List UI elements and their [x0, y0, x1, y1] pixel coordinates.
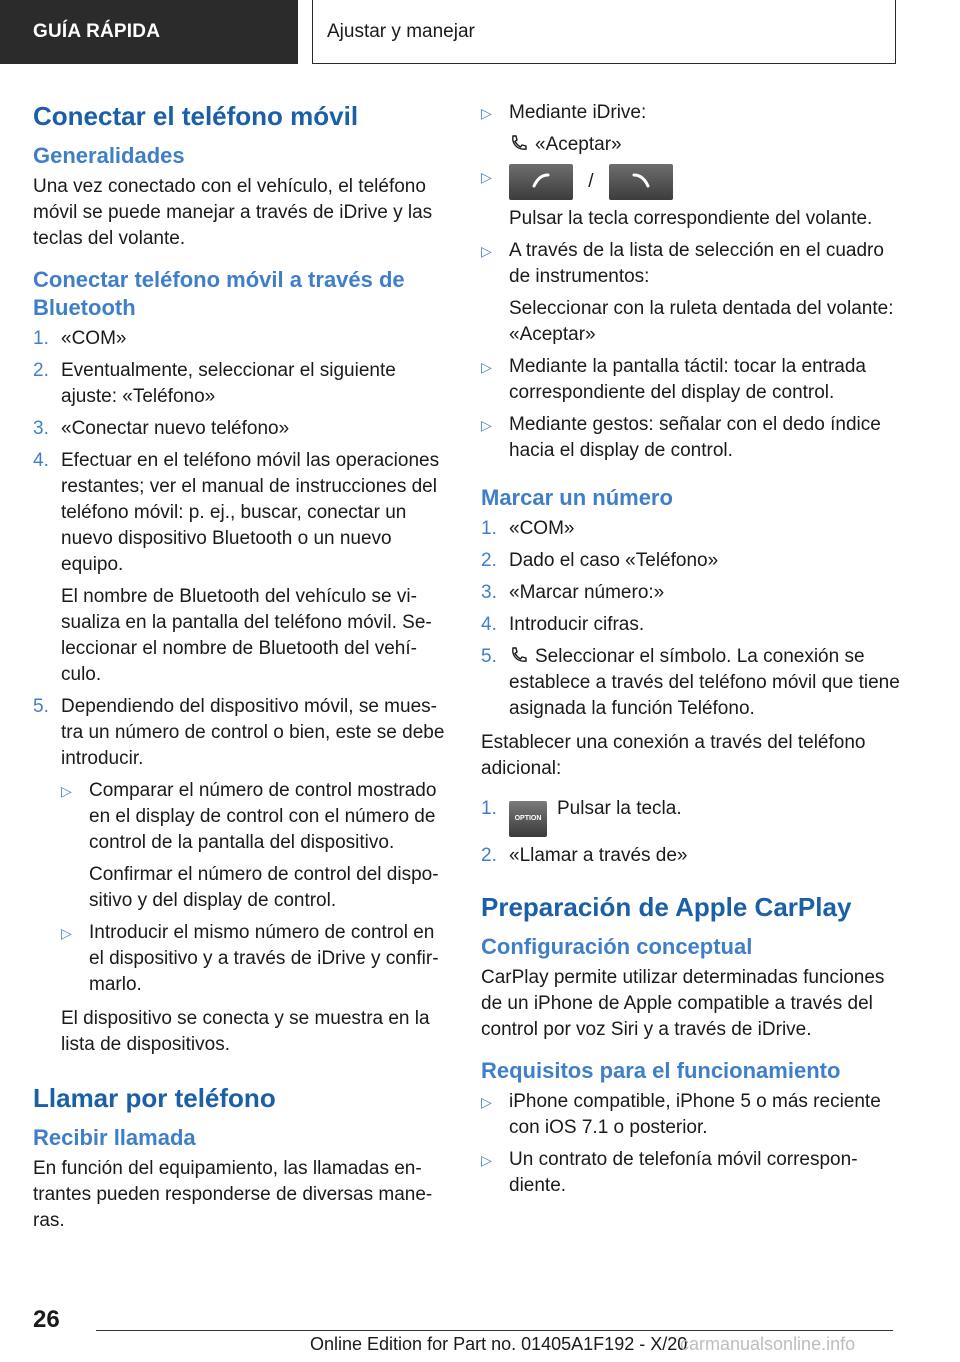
step-text: Eventualmente, seleccionar el siguiente ajuste: «Teléfono»: [61, 360, 396, 407]
triangle-bullet-icon: ▷: [481, 417, 492, 433]
bullet-text: Un contrato de telefonía móvil correspondiente.: [509, 1149, 858, 1196]
triangle-bullet-icon: ▷: [481, 359, 492, 375]
bullet-text: iPhone compatible, iPhone 5 o más reciente con iOS 7.1 o posterior.: [509, 1091, 881, 1138]
bullet-note: Pulsar la tecla correspondiente del volante.: [509, 208, 873, 229]
step-number: 4.: [33, 450, 49, 471]
chapter-tab: Ajustar y manejar: [312, 0, 896, 64]
triangle-bullet-icon: ▷: [61, 925, 72, 941]
list-item: [33, 694, 449, 1058]
accept-label: «Aceptar»: [535, 134, 622, 155]
heading-carplay: Preparación de Apple CarPlay: [481, 892, 852, 922]
page-header: [0, 0, 960, 66]
bullet-text: Comparar el número de control mostrado en el display de control con el número de control de la pantalla del dispositivo.: [89, 780, 437, 853]
list-item: [481, 548, 901, 574]
step-note: El nombre de Bluetooth del vehículo se visualiza en la pantalla del teléfono móvil. Seleccionar el nombre de Bluetooth del vehículo.: [61, 586, 432, 685]
step-text: Dependiendo del dispositivo móvil, se muestra un número de control o bien, este se debe introducir.: [61, 696, 445, 769]
footer-divider: [96, 1330, 893, 1331]
section-tab: GUÍA RÁPIDA: [0, 0, 298, 64]
list-item: [481, 412, 901, 464]
step-text: Dado el caso «Teléfono»: [509, 550, 719, 571]
step-text: «Conectar nuevo teléfono»: [61, 418, 290, 439]
list-item: [481, 612, 901, 638]
step-number: 2.: [481, 845, 497, 866]
heading-connect-phone: Conectar el teléfono móvil: [33, 101, 359, 131]
heading-concept: Configuración conceptual: [481, 934, 753, 959]
triangle-bullet-icon: ▷: [481, 105, 492, 121]
step-number: 4.: [481, 614, 497, 635]
list-item: [481, 580, 901, 606]
step-number: 1.: [33, 328, 49, 349]
heading-call: Llamar por teléfono: [33, 1083, 276, 1113]
right-column: [481, 100, 901, 1207]
list-item: [481, 354, 901, 406]
paragraph-additional-phone: Establecer una conexión a través del teléfono adicional:: [481, 732, 866, 779]
step-text: «COM»: [509, 518, 575, 539]
separator: /: [588, 171, 594, 193]
step-number: 1.: [481, 518, 497, 539]
step-text: Pulsar la tecla.: [557, 798, 682, 819]
heading-general: Generalidades: [33, 143, 185, 168]
list-item: [33, 416, 449, 442]
edition-text: Online Edition for Part no. 01405A1F192 - X/20: [310, 1334, 688, 1354]
step-number: 5.: [33, 696, 49, 717]
bullet-text: Mediante gestos: señalar con el dedo índice hacia el display de control.: [509, 414, 881, 461]
option-button-image: OPTION: [509, 801, 547, 837]
page-number: 26: [33, 1306, 60, 1333]
bullet-text: Mediante iDrive:: [509, 102, 647, 123]
heading-dial: Marcar un número: [481, 485, 673, 510]
bullet-text: A través de la lista de selección en el cuadro de instrumentos:: [509, 240, 884, 287]
dial-steps: [481, 516, 901, 722]
triangle-bullet-icon: ▷: [481, 1152, 492, 1168]
triangle-bullet-icon: ▷: [61, 783, 72, 799]
list-item: [481, 164, 901, 232]
bullet-text: Mediante la pantalla táctil: tocar la entrada correspondiente del display de control.: [509, 356, 866, 403]
step-text: «COM»: [61, 328, 127, 349]
list-item: [61, 920, 449, 998]
bullet-text: Introducir el mismo número de control en el dispositivo y a través de iDrive y confirmarlo.: [89, 922, 439, 995]
bullet-note: [509, 132, 901, 158]
answer-methods: [481, 100, 901, 464]
list-item: [33, 358, 449, 410]
step-number: 2.: [481, 550, 497, 571]
step-text: «Llamar a través de»: [509, 845, 688, 866]
list-item: [481, 644, 901, 722]
paragraph-concept: CarPlay permite utilizar determinadas funciones de un iPhone de Apple compatible a través del control por voz Siri y a través de iDrive.: [481, 967, 885, 1040]
requirements-list: [481, 1089, 901, 1199]
list-item: [481, 796, 901, 837]
step-text: «Marcar número:»: [509, 582, 665, 603]
list-item: [481, 516, 901, 542]
phone-icon: [509, 645, 529, 665]
triangle-bullet-icon: ▷: [481, 169, 492, 185]
end-call-button-image: [609, 164, 673, 200]
paragraph-receive: En función del equipamiento, las llamadas entrantes pueden responderse de diversas maneras.: [33, 1158, 433, 1231]
list-item: [481, 843, 901, 869]
step-number: 3.: [481, 582, 497, 603]
left-column: [33, 100, 449, 1242]
list-item: [481, 1089, 901, 1141]
step-number: 1.: [481, 798, 497, 819]
heading-requirements: Requisitos para el funcionamiento: [481, 1058, 841, 1083]
list-item: [33, 448, 449, 688]
phone-icon: [631, 172, 651, 192]
triangle-bullet-icon: ▷: [481, 243, 492, 259]
step-text: Efectuar en el teléfono móvil las operaciones restantes; ver el manual de instrucciones del teléfono móvil: p. ej., buscar, conectar un nuevo dispositivo Bluetooth o un nuevo equipo.: [61, 450, 440, 575]
phone-icon: [531, 172, 551, 192]
list-item: [481, 100, 901, 158]
additional-steps: [481, 796, 901, 869]
bullet-note: Seleccionar con la ruleta dentada del volante: «Aceptar»: [509, 298, 894, 345]
bullet-note: Confirmar el número de control del dispositivo y del display de control.: [89, 864, 439, 911]
heading-receive: Recibir llamada: [33, 1125, 196, 1150]
step-number: 5.: [481, 646, 497, 667]
list-item: [33, 326, 449, 352]
list-item: [481, 238, 901, 348]
list-item: [61, 778, 449, 914]
step-text: Introducir cifras.: [509, 614, 645, 635]
page-footer: [0, 1300, 960, 1362]
heading-bluetooth: Conectar teléfono móvil a través de Bluetooth: [33, 267, 405, 320]
step-number: 2.: [33, 360, 49, 381]
list-item: [481, 1147, 901, 1199]
step-number: 3.: [33, 418, 49, 439]
step5-result: El dispositivo se conecta y se muestra en la lista de dispositivos.: [61, 1008, 430, 1055]
accept-call-button-image: [509, 164, 573, 200]
phone-icon: [509, 133, 529, 153]
triangle-bullet-icon: ▷: [481, 1094, 492, 1110]
watermark: carmanualsonline.info: [680, 1334, 856, 1354]
step5-bullets: [61, 778, 449, 998]
step-text: Seleccionar el símbolo. La conexión se establece a través del teléfono móvil que tiene asignada la función Teléfono.: [509, 646, 900, 719]
paragraph-general: Una vez conectado con el vehículo, el teléfono móvil se puede manejar a través de iDrive y las teclas del volante.: [33, 176, 433, 249]
bluetooth-steps: [33, 326, 449, 1058]
